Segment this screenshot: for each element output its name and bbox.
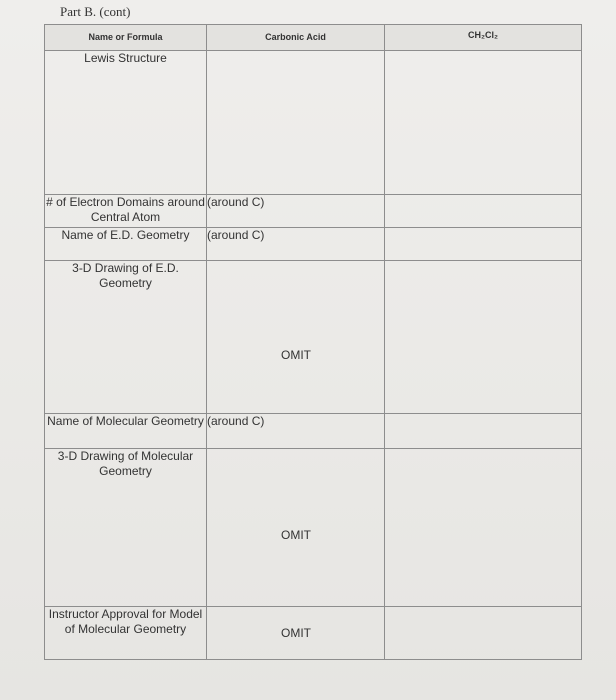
row-label: Lewis Structure: [45, 51, 207, 195]
row-label: Name of Molecular Geometry: [45, 414, 207, 449]
header-carbonic-acid: Carbonic Acid: [207, 25, 385, 51]
table-row-lewis-structure: [45, 51, 582, 195]
table-row-molecular-geometry: [45, 414, 582, 449]
table-row-instructor-approval: [45, 607, 582, 660]
table-row-molecular-drawing: [45, 449, 582, 607]
row-label: Instructor Approval for Model of Molecular Geometry: [45, 607, 207, 660]
omit-text: OMIT: [281, 626, 311, 640]
cell-note[interactable]: (around C): [207, 228, 385, 261]
answer-cell-ch2cl2[interactable]: [385, 607, 582, 660]
header-ch2cl2: CH₂Cl₂: [385, 25, 582, 51]
answer-cell-ch2cl2[interactable]: [385, 449, 582, 607]
cell-note[interactable]: (around C): [207, 195, 385, 228]
answer-cell-ch2cl2[interactable]: [385, 195, 582, 228]
omit-text: OMIT: [281, 528, 311, 542]
omit-cell: [207, 607, 385, 660]
row-label: Name of E.D. Geometry: [45, 228, 207, 261]
omit-cell: [207, 261, 385, 414]
answer-cell-ch2cl2[interactable]: [385, 51, 582, 195]
row-label: 3-D Drawing of E.D. Geometry: [45, 261, 207, 414]
cell-note[interactable]: (around C): [207, 414, 385, 449]
row-label: # of Electron Domains around Central Atom: [45, 195, 207, 228]
table-row-electron-domains: [45, 195, 582, 228]
answer-cell-ch2cl2[interactable]: [385, 261, 582, 414]
answer-cell-ch2cl2[interactable]: [385, 228, 582, 261]
header-name-or-formula: Name or Formula: [45, 25, 207, 51]
header-row: [45, 25, 582, 51]
molecule-table: [44, 24, 582, 660]
table-row-ed-drawing: [45, 261, 582, 414]
table-row-ed-geometry: [45, 228, 582, 261]
section-heading: Part B. (cont): [60, 4, 131, 19]
omit-cell: [207, 449, 385, 607]
row-label: 3-D Drawing of Molecular Geometry: [45, 449, 207, 607]
omit-text: OMIT: [281, 348, 311, 362]
answer-cell-carbonic-acid[interactable]: [207, 51, 385, 195]
answer-cell-ch2cl2[interactable]: [385, 414, 582, 449]
